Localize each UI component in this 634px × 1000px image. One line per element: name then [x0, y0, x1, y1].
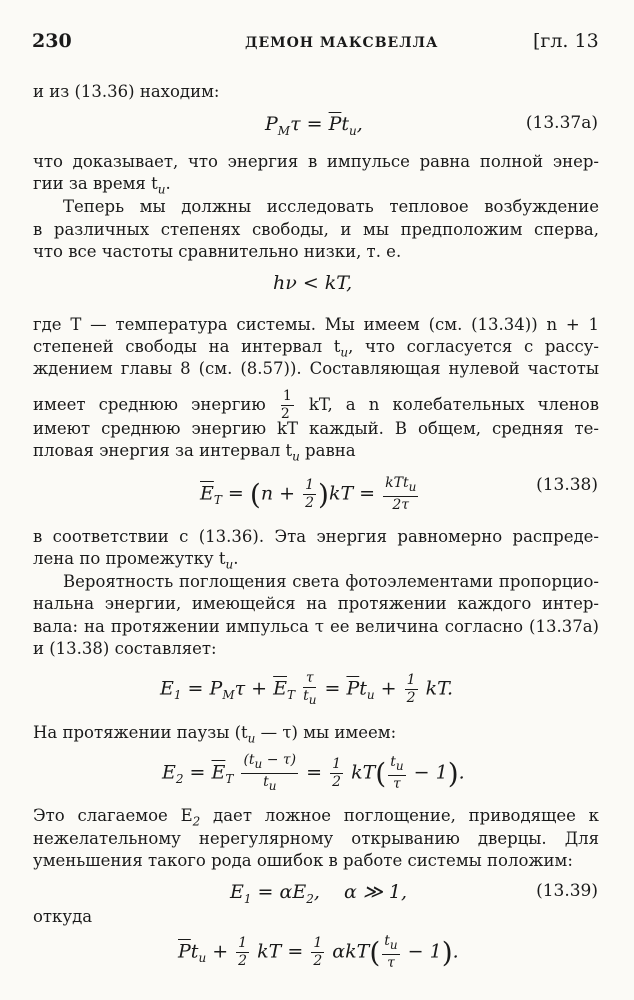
text-line: лена по промежутку $t_u$.	[33, 549, 239, 572]
text-line: На протяжении паузы ($t_u$ — τ) мы имеем:	[33, 723, 397, 746]
text-line: что доказывает, что энергия в импульсе равна полной энер-	[33, 152, 599, 171]
text-line: нальна энергии, имеющейся на протяжении каждого интер-	[33, 594, 599, 613]
text-line: откуда	[33, 907, 93, 926]
text-line: Вероятность поглощения света фотоэлементами пропорцио-	[63, 572, 599, 591]
text-line: вала: на протяжении импульса τ ее величина согласно (13.37а)	[33, 617, 599, 636]
text-line: имеют среднюю энергию kT каждый. В общем, средняя те-	[33, 419, 599, 438]
text-line: что все частоты сравнительно низки, т. е.	[33, 242, 402, 261]
text-line: пловая энергия за интервал $t_u$ равна	[33, 441, 356, 464]
equation-number: (13.38)	[536, 475, 598, 495]
text-line: в различных степенях свободы, и мы предположим сперва,	[33, 220, 599, 239]
text-line: и из (13.36) находим:	[33, 82, 220, 101]
equation-number: (13.37а)	[525, 113, 598, 133]
text-line: имеет среднюю энергию $\frac{1}{2}$ kT, а n колебательных членов	[33, 388, 600, 422]
book-page: 230 ДЕМОН МАКСВЕЛЛА [гл. 13 и из (13.36) находим: $P_M\tau = \overline{P}t_u$, (13.37а) что доказывает, что энергия в импульсе равна полной энер- гии за время $t_u$. Теперь мы должны исследовать тепловое возбуждение в различных степенях свободы, и мы предположим сперва, что все частоты сравнительно низки, т. е. hν < kT, где T — температура системы. Мы имеем (см. (13.34)) n + 1 степеней свободы на интервал $t_u$, что согласуется с рассу- ждением главы 8 (см. (8.57)). Составляющая нулевой частоты имеет среднюю энергию $\frac{1}{2}$ kT, а n колебательных членов имеют среднюю энергию kT каждый. В общем, средняя те- пловая энергия за интервал $t_u$ равна $\overline{E}_T = (n$ + $\frac{1}{2}$ )kT = $\frac{kTt_u}{2\tau}$ (13.38) в соответствии с (13.36). Эта энергия равномерно распреде- лена по промежутку $t_u$. Вероятность поглощения света фотоэлементами пропорцио- нальна энергии, имеющейся на протяжении каждого интер- вала: на протяжении импульса τ ее величина согласно (13.37а) и (13.38) составляет: $E_1 = P_M\tau + \overline{E}_T$ $\frac{\tau}{t_u}$ = $\overline{P}t_u$ + $\frac{1}{2}$ kT. На протяжении паузы ($t_u$ — τ) мы имеем: $E_2 = \overline{E}_T$ $\frac{(t_u - \tau)}{t_u}$ = $\frac{1}{2}$ kT( $\frac{t_u}{\tau}$ − 1). Это слагаемое $E_2$ дает ложное поглощение, приводящее к нежелательному нерегулярному открыванию дверцы. Для уменьшения такого рода ошибок в работе системы положим: $E_1 = \alpha E_2$, α ≫ 1, (13.39) откуда $\overline{P}t_u$ + $\frac{1}{2}$ kT = $\frac{1}{2}$ αkT( $\frac{t_u}{\tau}$ − 1).	[32, 30, 600, 971]
page-number: 230	[32, 30, 72, 52]
text-line: уменьшения такого рода ошибок в работе системы положим:	[33, 851, 573, 870]
equation-number: (13.39)	[536, 881, 598, 901]
text-line: степеней свободы на интервал $t_u$, что согласуется с рассу-	[33, 337, 599, 360]
text-line: ждением главы 8 (см. (8.57)). Составляющая нулевой частоты	[33, 359, 599, 378]
text-line: Теперь мы должны исследовать тепловое возбуждение	[63, 197, 599, 216]
text-line: где T — температура системы. Мы имеем (см. (13.34)) n + 1	[33, 315, 599, 334]
chapter-marker: [гл. 13	[533, 30, 599, 52]
text-line: гии за время $t_u$.	[33, 174, 171, 197]
text-line: и (13.38) составляет:	[33, 639, 217, 658]
text-line: в соответствии с (13.36). Эта энергия равномерно распреде-	[33, 527, 599, 546]
text-line: нежелательному нерегулярному открыванию дверцы. Для	[33, 829, 599, 848]
text-line: Это слагаемое $E_2$ дает ложное поглощение, приводящее к	[33, 806, 599, 829]
running-title: ДЕМОН МАКСВЕЛЛА	[245, 35, 439, 51]
